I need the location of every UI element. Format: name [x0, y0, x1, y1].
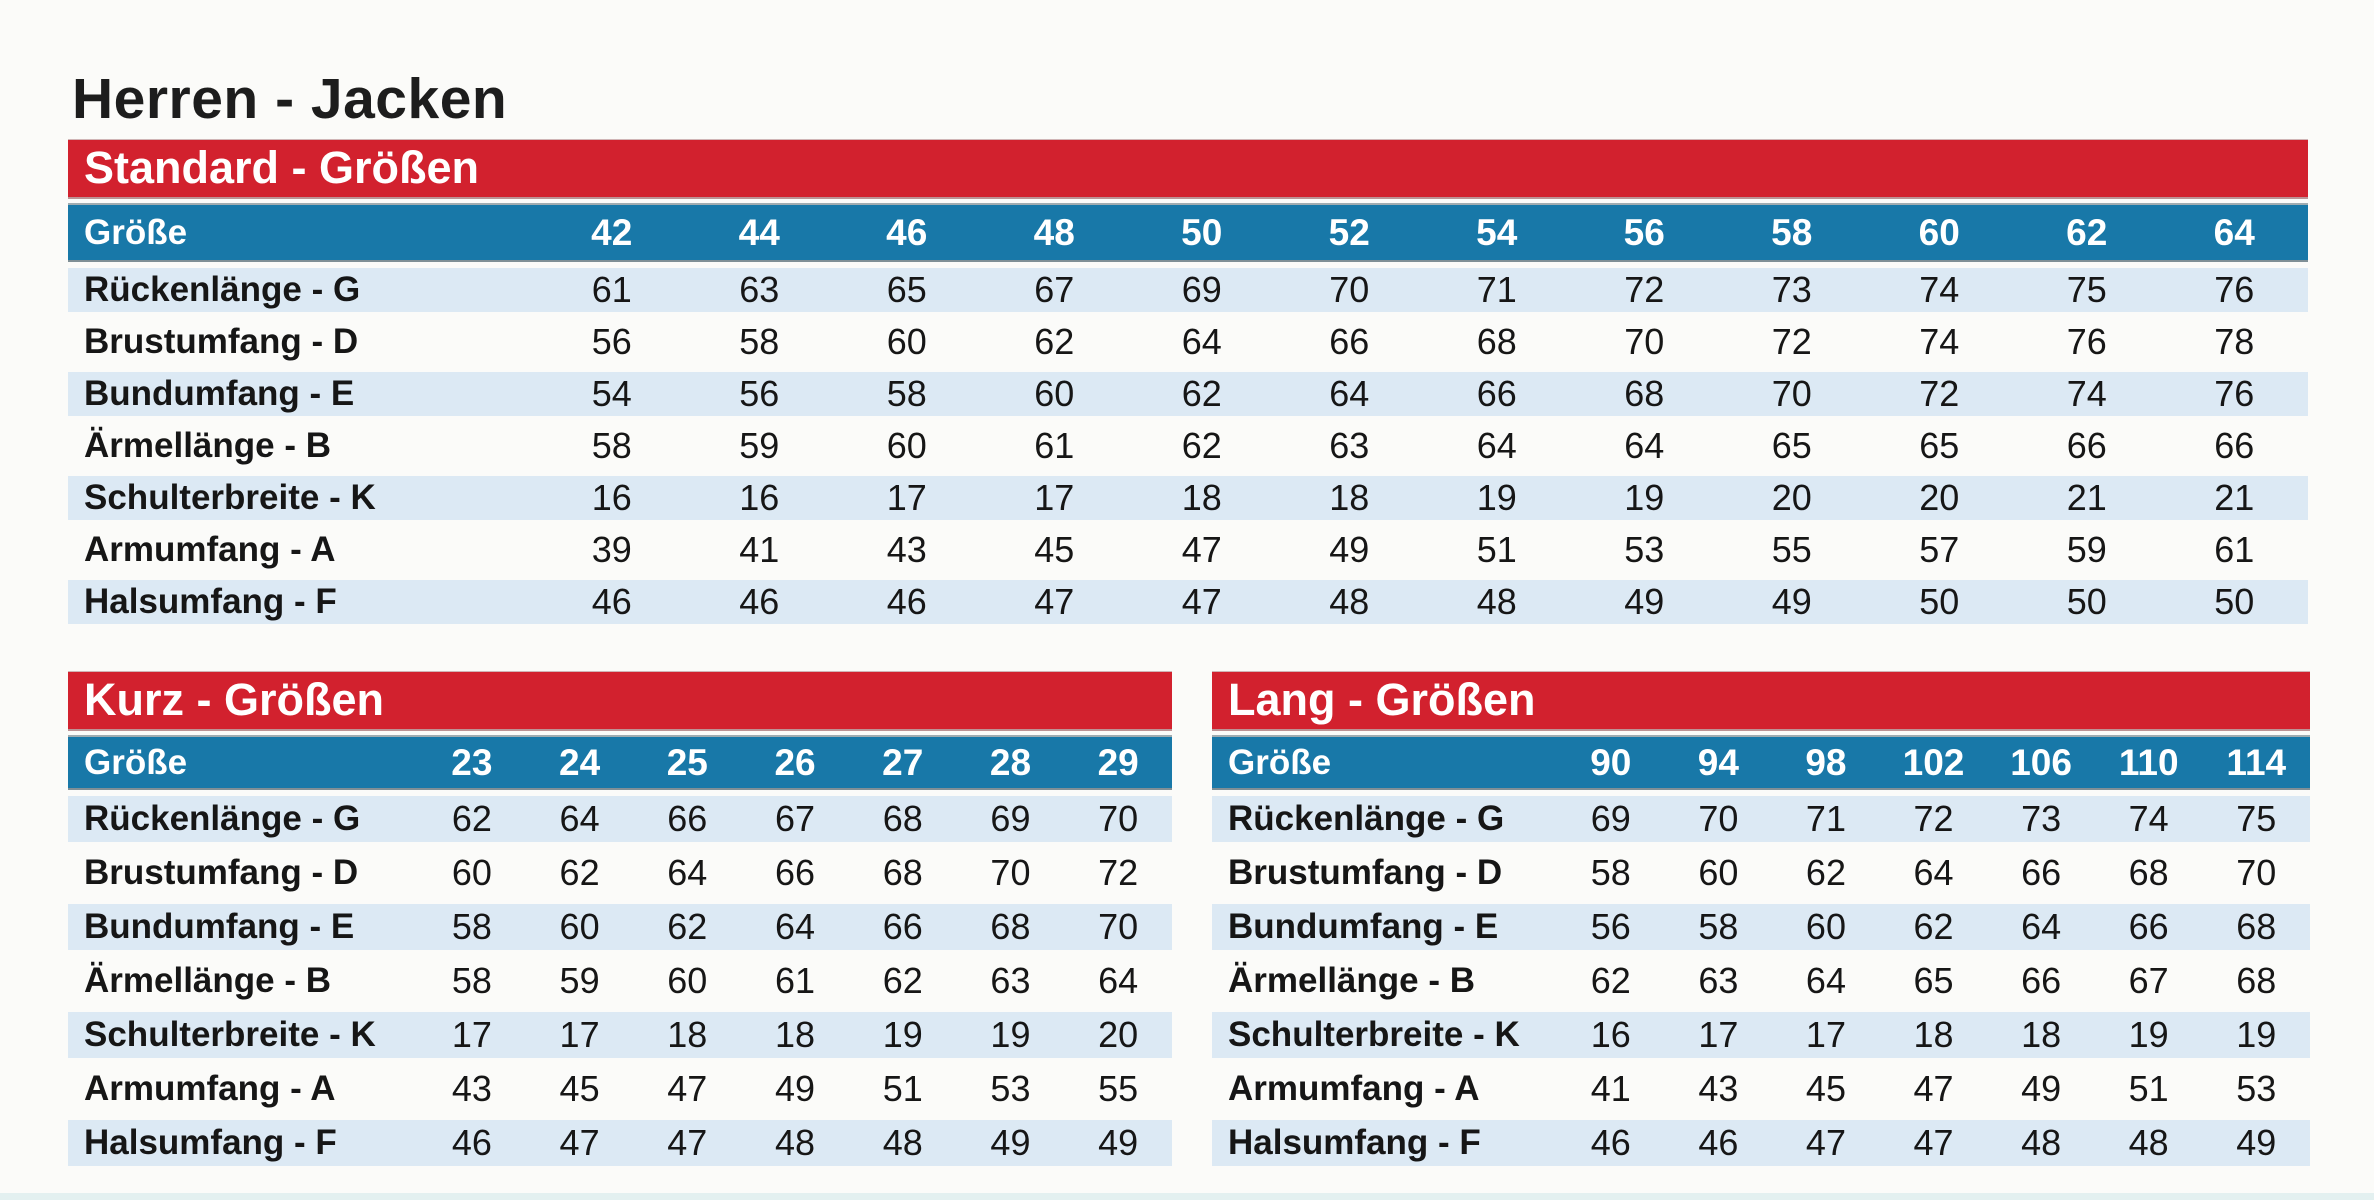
kurz-value-cell: 60 — [559, 906, 600, 947]
standard-value-cell: 62 — [1181, 373, 1222, 414]
standard-value-cell: 76 — [2214, 269, 2255, 310]
standard-value-cell: 20 — [1919, 477, 1960, 518]
kurz-value-cell: 17 — [559, 1014, 600, 1055]
standard-value-cell: 74 — [2066, 373, 2107, 414]
kurz-value-cell: 49 — [1098, 1122, 1139, 1163]
standard-value-cell: 69 — [1181, 269, 1222, 310]
standard-value-cell: 61 — [1034, 425, 1075, 466]
standard-value-cell: 71 — [1476, 269, 1517, 310]
lang-table-row-2 — [1212, 846, 2310, 900]
lang-row-label-6: Armumfang - A — [1228, 1069, 1480, 1108]
standard-value-cell: 62 — [1034, 321, 1075, 362]
kurz-row-label-1: Rückenlänge - G — [84, 799, 361, 838]
kurz-value-cell: 48 — [882, 1122, 923, 1163]
standard-value-cell: 48 — [1329, 581, 1370, 622]
standard-value-cell: 50 — [2066, 581, 2107, 622]
kurz-value-cell: 51 — [882, 1068, 923, 1109]
lang-size-header-106: 106 — [2010, 741, 2072, 783]
standard-value-cell: 49 — [1329, 529, 1370, 570]
standard-value-cell: 54 — [591, 373, 632, 414]
kurz-table-row-4 — [68, 954, 1172, 1008]
kurz-value-cell: 58 — [451, 960, 492, 1001]
lang-value-cell: 53 — [2236, 1068, 2277, 1109]
standard-value-cell: 46 — [886, 581, 927, 622]
lang-size-header-94: 94 — [1697, 741, 1739, 783]
lang-table-row-7 — [1212, 1116, 2310, 1170]
lang-value-cell: 19 — [2236, 1014, 2277, 1055]
kurz-value-cell: 68 — [882, 852, 923, 893]
lang-value-cell: 73 — [2021, 798, 2062, 839]
standard-size-header-44: 44 — [738, 211, 780, 253]
standard-value-cell: 19 — [1624, 477, 1665, 518]
standard-value-cell: 53 — [1624, 529, 1665, 570]
standard-value-cell: 74 — [1919, 321, 1960, 362]
lang-size-header-110: 110 — [2118, 741, 2179, 783]
lang-value-cell: 66 — [2128, 906, 2169, 947]
kurz-table-row-6 — [68, 1062, 1172, 1116]
standard-size-header-58: 58 — [1771, 211, 1813, 253]
standard-value-cell: 50 — [1919, 581, 1960, 622]
lang-table-row-6 — [1212, 1062, 2310, 1116]
standard-size-header-56: 56 — [1623, 211, 1665, 253]
kurz-value-cell: 64 — [559, 798, 600, 839]
kurz-value-cell: 60 — [667, 960, 708, 1001]
lang-row-label-1: Rückenlänge - G — [1228, 799, 1505, 838]
standard-row-label-2: Brustumfang - D — [84, 322, 359, 361]
lang-row-label-7: Halsumfang - F — [1228, 1123, 1481, 1162]
kurz-value-cell: 62 — [667, 906, 708, 947]
kurz-value-cell: 48 — [774, 1122, 816, 1163]
lang-value-cell: 49 — [2236, 1122, 2277, 1163]
lang-value-cell: 49 — [2021, 1068, 2062, 1109]
lang-table-banner: Lang - Größen — [1212, 672, 2310, 729]
standard-value-cell: 63 — [739, 269, 780, 310]
standard-size-header-52: 52 — [1328, 211, 1370, 253]
standard-value-cell: 43 — [886, 529, 927, 570]
standard-value-cell: 76 — [2214, 373, 2255, 414]
standard-value-cell: 65 — [1919, 425, 1960, 466]
standard-value-cell: 70 — [1329, 269, 1370, 310]
kurz-value-cell: 70 — [1098, 798, 1139, 839]
lang-value-cell: 17 — [1805, 1014, 1846, 1055]
standard-value-cell: 66 — [2214, 425, 2255, 466]
kurz-value-cell: 55 — [1098, 1068, 1139, 1109]
kurz-value-cell: 17 — [451, 1014, 492, 1055]
kurz-value-cell: 62 — [882, 960, 923, 1001]
kurz-size-header-23: 23 — [451, 741, 493, 783]
kurz-size-header-28: 28 — [989, 741, 1032, 783]
kurz-row-label-5: Schulterbreite - K — [84, 1015, 376, 1054]
kurz-size-header-25: 25 — [666, 741, 708, 783]
lang-header-row — [1212, 737, 2310, 788]
standard-value-cell: 16 — [739, 477, 780, 518]
standard-value-cell: 50 — [2214, 581, 2255, 622]
standard-table-banner: Standard - Größen — [68, 140, 2308, 197]
standard-value-cell: 49 — [1624, 581, 1665, 622]
standard-value-cell: 74 — [1919, 269, 1960, 310]
lang-value-cell: 47 — [1913, 1122, 1954, 1163]
kurz-value-cell: 70 — [1098, 906, 1139, 947]
lang-value-cell: 70 — [1698, 798, 1739, 839]
kurz-value-cell: 72 — [1098, 852, 1139, 893]
standard-value-cell: 56 — [739, 373, 780, 414]
scan-page-bottom-edge — [0, 1193, 2374, 1200]
standard-size-header-42: 42 — [591, 211, 633, 253]
standard-value-cell: 61 — [591, 269, 632, 310]
lang-value-cell: 45 — [1805, 1068, 1846, 1109]
kurz-value-cell: 47 — [667, 1122, 708, 1163]
standard-value-cell: 65 — [1771, 425, 1812, 466]
standard-value-cell: 62 — [1181, 425, 1222, 466]
lang-size-header-114: 114 — [2226, 741, 2287, 783]
kurz-value-cell: 49 — [990, 1122, 1031, 1163]
standard-value-cell: 72 — [1624, 269, 1665, 310]
standard-value-cell: 55 — [1771, 529, 1812, 570]
lang-value-cell: 65 — [1913, 960, 1954, 1001]
standard-value-cell: 70 — [1624, 321, 1665, 362]
lang-row-label-5: Schulterbreite - K — [1228, 1015, 1520, 1054]
lang-value-cell: 60 — [1805, 906, 1846, 947]
lang-value-cell: 19 — [2128, 1014, 2169, 1055]
standard-value-cell: 19 — [1476, 477, 1517, 518]
lang-value-cell: 18 — [1913, 1014, 1954, 1055]
standard-value-cell: 66 — [1329, 321, 1370, 362]
standard-size-header-48: 48 — [1033, 211, 1075, 253]
lang-value-cell: 64 — [2021, 906, 2062, 947]
lang-value-cell: 58 — [1698, 906, 1739, 947]
standard-value-cell: 66 — [1476, 373, 1517, 414]
standard-value-cell: 57 — [1919, 529, 1960, 570]
lang-value-cell: 51 — [2128, 1068, 2169, 1109]
lang-size-header-98: 98 — [1805, 741, 1847, 783]
standard-size-header-62: 62 — [2066, 211, 2108, 253]
standard-value-cell: 58 — [591, 425, 632, 466]
lang-value-cell: 18 — [2021, 1014, 2062, 1055]
kurz-row-label-6: Armumfang - A — [84, 1069, 336, 1108]
lang-size-column-label: Größe — [1228, 742, 1332, 782]
size-table-lang — [1212, 672, 2310, 1170]
standard-value-cell: 68 — [1624, 373, 1665, 414]
standard-value-cell: 47 — [1181, 581, 1222, 622]
kurz-value-cell: 62 — [451, 798, 492, 839]
kurz-value-cell: 62 — [559, 852, 600, 893]
standard-size-header-60: 60 — [1918, 211, 1960, 253]
kurz-table-row-2 — [68, 846, 1172, 900]
lang-value-cell: 47 — [1913, 1068, 1954, 1109]
kurz-value-cell: 64 — [1098, 960, 1139, 1001]
lang-value-cell: 48 — [2021, 1122, 2062, 1163]
standard-value-cell: 78 — [2214, 321, 2255, 362]
standard-value-cell: 60 — [886, 425, 927, 466]
size-table-standard — [68, 140, 2308, 628]
lang-table-row-5 — [1212, 1008, 2310, 1062]
kurz-value-cell: 20 — [1098, 1014, 1139, 1055]
standard-table-row-7 — [68, 576, 2308, 628]
lang-value-cell: 60 — [1698, 852, 1739, 893]
lang-value-cell: 46 — [1590, 1122, 1631, 1163]
standard-size-header-54: 54 — [1476, 211, 1518, 253]
kurz-value-cell: 68 — [990, 906, 1031, 947]
lang-value-cell: 56 — [1590, 906, 1631, 947]
kurz-table-row-7 — [68, 1116, 1172, 1170]
standard-value-cell: 64 — [1329, 373, 1370, 414]
kurz-value-cell: 45 — [559, 1068, 600, 1109]
kurz-value-cell: 59 — [559, 960, 600, 1001]
standard-value-cell: 59 — [739, 425, 780, 466]
standard-value-cell: 46 — [591, 581, 632, 622]
kurz-row-label-4: Ärmellänge - B — [84, 961, 331, 1000]
lang-value-cell: 41 — [1590, 1068, 1631, 1109]
standard-value-cell: 64 — [1181, 321, 1222, 362]
kurz-size-column-label: Größe — [84, 742, 188, 782]
standard-value-cell: 51 — [1476, 529, 1517, 570]
standard-value-cell: 46 — [739, 581, 780, 622]
kurz-value-cell: 70 — [990, 852, 1031, 893]
standard-value-cell: 67 — [1034, 269, 1075, 310]
page-title: Herren - Jacken — [72, 67, 508, 132]
kurz-size-header-24: 24 — [559, 741, 601, 783]
standard-value-cell: 61 — [2214, 529, 2255, 570]
kurz-row-label-3: Bundumfang - E — [84, 907, 355, 946]
standard-value-cell: 49 — [1771, 581, 1812, 622]
kurz-value-cell: 18 — [774, 1014, 816, 1055]
lang-value-cell: 64 — [1805, 960, 1846, 1001]
kurz-header-row — [68, 737, 1172, 788]
standard-size-header-50: 50 — [1181, 211, 1223, 253]
standard-table-row-6 — [68, 524, 2308, 576]
kurz-table-row-5 — [68, 1008, 1172, 1062]
kurz-value-cell: 63 — [990, 960, 1031, 1001]
lang-value-cell: 69 — [1590, 798, 1631, 839]
standard-value-cell: 17 — [1034, 477, 1075, 518]
kurz-size-header-27: 27 — [882, 741, 924, 783]
lang-value-cell: 16 — [1590, 1014, 1631, 1055]
lang-value-cell: 62 — [1913, 906, 1954, 947]
kurz-value-cell: 67 — [774, 798, 816, 839]
lang-value-cell: 17 — [1698, 1014, 1739, 1055]
kurz-value-cell: 19 — [882, 1014, 923, 1055]
kurz-row-label-2: Brustumfang - D — [84, 853, 359, 892]
standard-size-header-64: 64 — [2213, 211, 2255, 253]
kurz-table-banner: Kurz - Größen — [68, 672, 1172, 729]
lang-value-cell: 75 — [2236, 798, 2277, 839]
standard-value-cell: 16 — [591, 477, 632, 518]
standard-value-cell: 58 — [739, 321, 780, 362]
kurz-value-cell: 47 — [559, 1122, 600, 1163]
kurz-value-cell: 49 — [774, 1068, 816, 1109]
lang-value-cell: 67 — [2128, 960, 2169, 1001]
standard-value-cell: 45 — [1034, 529, 1075, 570]
kurz-value-cell: 64 — [667, 852, 708, 893]
standard-value-cell: 68 — [1476, 321, 1517, 362]
standard-value-cell: 18 — [1329, 477, 1370, 518]
kurz-value-cell: 60 — [451, 852, 492, 893]
standard-row-label-5: Schulterbreite - K — [84, 478, 376, 517]
lang-size-header-90: 90 — [1590, 741, 1632, 783]
standard-table-row-4 — [68, 420, 2308, 472]
standard-size-column-label: Größe — [84, 212, 188, 252]
standard-value-cell: 56 — [591, 321, 632, 362]
standard-row-label-7: Halsumfang - F — [84, 582, 337, 621]
lang-value-cell: 66 — [2021, 960, 2062, 1001]
standard-value-cell: 66 — [2066, 425, 2107, 466]
lang-table-row-3 — [1212, 900, 2310, 954]
kurz-value-cell: 66 — [774, 852, 816, 893]
kurz-table-row-1 — [68, 792, 1172, 846]
standard-value-cell: 39 — [591, 529, 632, 570]
standard-value-cell: 47 — [1034, 581, 1075, 622]
standard-table-row-5 — [68, 472, 2308, 524]
lang-value-cell: 68 — [2128, 852, 2169, 893]
standard-value-cell: 17 — [886, 477, 927, 518]
standard-table-row-2 — [68, 316, 2308, 368]
standard-value-cell: 20 — [1771, 477, 1812, 518]
kurz-value-cell: 58 — [451, 906, 492, 947]
standard-row-label-1: Rückenlänge - G — [84, 270, 361, 309]
standard-value-cell: 48 — [1476, 581, 1517, 622]
standard-row-label-6: Armumfang - A — [84, 530, 336, 569]
lang-value-cell: 47 — [1805, 1122, 1846, 1163]
kurz-value-cell: 66 — [667, 798, 708, 839]
kurz-value-cell: 46 — [451, 1122, 492, 1163]
lang-value-cell: 68 — [2236, 960, 2277, 1001]
kurz-row-label-7: Halsumfang - F — [84, 1123, 337, 1162]
standard-value-cell: 72 — [1919, 373, 1960, 414]
standard-value-cell: 47 — [1181, 529, 1222, 570]
standard-value-cell: 64 — [1624, 425, 1665, 466]
standard-value-cell: 75 — [2066, 269, 2107, 310]
kurz-value-cell: 69 — [990, 798, 1031, 839]
lang-size-header-102: 102 — [1902, 741, 1965, 783]
lang-value-cell: 64 — [1913, 852, 1954, 893]
kurz-table-row-3 — [68, 900, 1172, 954]
kurz-value-cell: 53 — [990, 1068, 1031, 1109]
standard-value-cell: 59 — [2066, 529, 2107, 570]
standard-value-cell: 73 — [1771, 269, 1812, 310]
standard-value-cell: 60 — [886, 321, 927, 362]
standard-row-label-4: Ärmellänge - B — [84, 426, 331, 465]
lang-value-cell: 70 — [2236, 852, 2277, 893]
lang-value-cell: 58 — [1590, 852, 1631, 893]
standard-value-cell: 76 — [2066, 321, 2107, 362]
standard-value-cell: 70 — [1771, 373, 1812, 414]
kurz-value-cell: 19 — [990, 1014, 1031, 1055]
kurz-value-cell: 64 — [774, 906, 816, 947]
standard-value-cell: 18 — [1181, 477, 1222, 518]
standard-value-cell: 63 — [1329, 425, 1370, 466]
standard-value-cell: 41 — [739, 529, 780, 570]
size-table-kurz — [68, 672, 1172, 1170]
standard-value-cell: 60 — [1034, 373, 1075, 414]
lang-value-cell: 71 — [1805, 798, 1846, 839]
lang-value-cell: 68 — [2236, 906, 2277, 947]
lang-value-cell: 74 — [2128, 798, 2169, 839]
lang-value-cell: 66 — [2021, 852, 2062, 893]
standard-value-cell: 65 — [886, 269, 927, 310]
standard-header-row — [68, 205, 2308, 260]
kurz-value-cell: 47 — [667, 1068, 708, 1109]
kurz-value-cell: 61 — [774, 960, 816, 1001]
lang-value-cell: 46 — [1698, 1122, 1739, 1163]
lang-value-cell: 62 — [1805, 852, 1846, 893]
standard-value-cell: 58 — [886, 373, 927, 414]
lang-table-row-1 — [1212, 792, 2310, 846]
kurz-value-cell: 18 — [667, 1014, 708, 1055]
lang-row-label-2: Brustumfang - D — [1228, 853, 1503, 892]
lang-row-label-4: Ärmellänge - B — [1228, 961, 1475, 1000]
lang-row-label-3: Bundumfang - E — [1228, 907, 1499, 946]
standard-value-cell: 72 — [1771, 321, 1812, 362]
kurz-value-cell: 66 — [882, 906, 923, 947]
standard-value-cell: 21 — [2214, 477, 2255, 518]
kurz-value-cell: 68 — [882, 798, 923, 839]
kurz-size-header-29: 29 — [1097, 741, 1139, 783]
lang-table-row-4 — [1212, 954, 2310, 1008]
standard-table-row-3 — [68, 368, 2308, 420]
lang-value-cell: 43 — [1698, 1068, 1739, 1109]
kurz-value-cell: 43 — [451, 1068, 492, 1109]
standard-size-header-46: 46 — [886, 211, 928, 253]
standard-value-cell: 21 — [2066, 477, 2107, 518]
standard-value-cell: 64 — [1476, 425, 1517, 466]
kurz-size-header-26: 26 — [774, 741, 816, 783]
lang-value-cell: 62 — [1590, 960, 1631, 1001]
lang-value-cell: 48 — [2128, 1122, 2169, 1163]
lang-value-cell: 63 — [1698, 960, 1739, 1001]
standard-table-row-1 — [68, 264, 2308, 316]
lang-value-cell: 72 — [1913, 798, 1954, 839]
standard-row-label-3: Bundumfang - E — [84, 374, 355, 413]
